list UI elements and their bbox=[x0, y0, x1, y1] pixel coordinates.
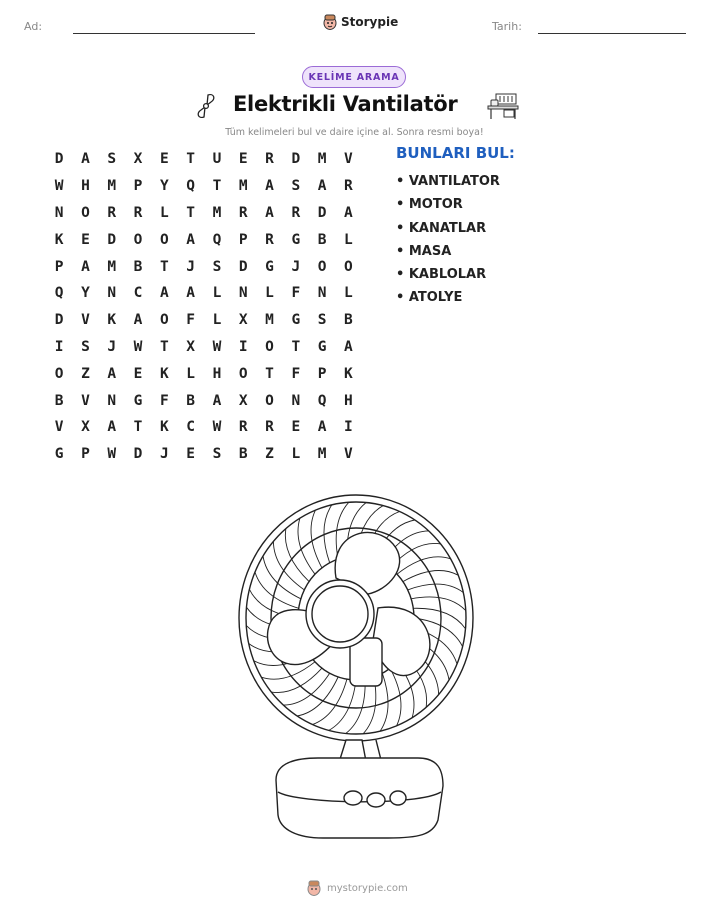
grid-letter[interactable]: R bbox=[265, 151, 274, 168]
grid-letter[interactable]: R bbox=[238, 204, 248, 221]
grid-letter[interactable]: R bbox=[265, 231, 274, 248]
grid-letter[interactable]: K bbox=[159, 365, 169, 382]
grid-letter[interactable]: Q bbox=[317, 392, 327, 409]
grid-letter[interactable]: A bbox=[107, 365, 117, 382]
grid-letter[interactable]: M bbox=[107, 178, 117, 195]
grid-letter[interactable]: E bbox=[133, 365, 143, 382]
grid-letter[interactable]: A bbox=[186, 285, 195, 302]
grid-letter[interactable]: T bbox=[186, 151, 195, 168]
grid-row bbox=[46, 307, 362, 334]
grid-row bbox=[46, 414, 362, 441]
grid-letter[interactable]: R bbox=[344, 178, 353, 195]
grid-letter[interactable]: P bbox=[54, 258, 64, 275]
grid-letter[interactable]: K bbox=[159, 419, 169, 436]
grid-letter[interactable]: V bbox=[344, 151, 353, 168]
grid-row bbox=[46, 253, 362, 280]
grid-letter[interactable]: P bbox=[81, 446, 90, 463]
grid-letter[interactable]: P bbox=[238, 231, 248, 248]
grid-letter[interactable]: K bbox=[54, 231, 64, 248]
grid-letter[interactable]: J bbox=[291, 258, 301, 275]
grid-letter[interactable]: O bbox=[133, 231, 143, 248]
grid-letter[interactable]: O bbox=[344, 258, 353, 275]
grid-letter[interactable]: M bbox=[238, 178, 248, 195]
brand bbox=[323, 14, 398, 30]
grid-letter[interactable]: N bbox=[54, 204, 64, 221]
workbench-icon bbox=[486, 92, 520, 120]
grid-letter[interactable]: G bbox=[54, 446, 64, 463]
grid-letter[interactable]: I bbox=[54, 338, 64, 355]
grid-letter[interactable]: T bbox=[186, 204, 195, 221]
grid-letter[interactable]: W bbox=[133, 338, 143, 355]
grid-letter[interactable]: W bbox=[212, 338, 222, 355]
grid-letter[interactable]: L bbox=[344, 231, 353, 248]
grid-letter[interactable]: E bbox=[238, 151, 248, 168]
grid-letter[interactable]: X bbox=[238, 312, 248, 329]
grid-letter[interactable]: P bbox=[133, 178, 143, 195]
category-badge: KELİME ARAMA bbox=[302, 66, 406, 88]
grid-letter[interactable]: D bbox=[107, 231, 117, 248]
grid-row bbox=[46, 387, 362, 414]
grid-letter[interactable]: M bbox=[317, 446, 327, 463]
grid-letter[interactable]: M bbox=[212, 204, 222, 221]
grid-letter[interactable]: L bbox=[291, 446, 301, 463]
grid-letter[interactable]: R bbox=[265, 419, 274, 436]
grid-letter[interactable]: T bbox=[133, 419, 143, 436]
grid-letter[interactable]: K bbox=[344, 365, 353, 382]
instructions: Tüm kelimeleri bul ve daire içine al. Sonra resmi boya! bbox=[225, 127, 484, 138]
grid-letter[interactable]: L bbox=[159, 204, 169, 221]
grid-letter[interactable]: M bbox=[107, 258, 117, 275]
grid-letter[interactable]: D bbox=[238, 258, 248, 275]
grid-letter[interactable]: A bbox=[344, 338, 353, 355]
grid-letter[interactable]: G bbox=[317, 338, 327, 355]
fan-blade-icon bbox=[194, 92, 218, 120]
grid-letter[interactable]: L bbox=[186, 365, 195, 382]
grid-letter[interactable]: J bbox=[186, 258, 195, 275]
grid-letter[interactable]: G bbox=[133, 392, 143, 409]
grid-letter[interactable]: S bbox=[291, 178, 301, 195]
grid-letter[interactable]: H bbox=[81, 178, 90, 195]
word-item: • MASA bbox=[396, 243, 452, 259]
grid-letter[interactable]: T bbox=[159, 338, 169, 355]
grid-letter[interactable]: T bbox=[159, 258, 169, 275]
grid-letter[interactable]: L bbox=[212, 285, 222, 302]
grid-letter[interactable]: O bbox=[159, 312, 169, 329]
grid-letter[interactable]: G bbox=[291, 312, 301, 329]
grid-row bbox=[46, 334, 362, 361]
word-item: • ATOLYE bbox=[396, 290, 463, 306]
grid-letter[interactable]: C bbox=[186, 419, 195, 436]
brand-name: Storypie bbox=[341, 15, 399, 29]
grid-letter[interactable]: E bbox=[159, 151, 169, 168]
grid-letter[interactable]: M bbox=[317, 151, 327, 168]
grid-letter[interactable]: V bbox=[54, 419, 64, 436]
grid-letter[interactable]: A bbox=[344, 204, 353, 221]
grid-letter[interactable]: O bbox=[265, 392, 274, 409]
grid-letter[interactable]: S bbox=[212, 258, 222, 275]
grid-letter[interactable]: Q bbox=[212, 231, 222, 248]
grid-letter[interactable]: I bbox=[344, 419, 353, 436]
grid-letter[interactable]: Y bbox=[81, 285, 90, 302]
grid-letter[interactable]: N bbox=[107, 285, 117, 302]
grid-letter[interactable]: T bbox=[291, 338, 301, 355]
grid-letter[interactable]: W bbox=[212, 419, 222, 436]
grid-letter[interactable]: K bbox=[107, 312, 117, 329]
grid-letter[interactable]: W bbox=[54, 178, 64, 195]
storypie-logo-icon bbox=[323, 14, 337, 30]
grid-letter[interactable]: A bbox=[81, 151, 90, 168]
grid-letter[interactable]: X bbox=[81, 419, 90, 436]
grid-letter[interactable]: Z bbox=[265, 446, 274, 463]
footer-url[interactable]: mystorypie.com bbox=[327, 882, 408, 894]
grid-letter[interactable]: R bbox=[291, 204, 301, 221]
grid-letter[interactable]: O bbox=[317, 258, 327, 275]
grid-letter[interactable]: A bbox=[212, 392, 222, 409]
grid-letter[interactable]: E bbox=[186, 446, 195, 463]
grid-row bbox=[46, 226, 362, 253]
grid-letter[interactable]: Q bbox=[54, 285, 64, 302]
page-title: Elektrikli Vantilatör bbox=[233, 92, 458, 116]
grid-letter[interactable]: L bbox=[344, 285, 353, 302]
grid-letter[interactable]: V bbox=[81, 312, 90, 329]
word-item: • KABLOLAR bbox=[396, 267, 487, 283]
grid-letter[interactable]: F bbox=[291, 285, 301, 302]
grid-letter[interactable]: B bbox=[186, 392, 195, 409]
grid-letter[interactable]: E bbox=[291, 419, 301, 436]
date-line[interactable] bbox=[538, 33, 686, 34]
footer bbox=[307, 880, 408, 896]
grid-letter[interactable]: X bbox=[133, 151, 143, 168]
name-label: Ad: bbox=[24, 20, 43, 33]
word-item: • VANTILATOR bbox=[396, 174, 500, 189]
grid-letter[interactable]: P bbox=[317, 365, 327, 382]
grid-letter[interactable]: B bbox=[54, 392, 64, 409]
grid-letter[interactable]: B bbox=[133, 258, 143, 275]
storypie-logo-icon bbox=[307, 880, 321, 896]
grid-letter[interactable]: A bbox=[81, 258, 90, 275]
grid-letter[interactable]: B bbox=[238, 446, 248, 463]
grid-letter[interactable]: T bbox=[265, 365, 274, 382]
grid-letter[interactable]: G bbox=[265, 258, 274, 275]
grid-letter[interactable]: F bbox=[159, 392, 169, 409]
title-row bbox=[0, 92, 709, 124]
grid-row bbox=[46, 146, 362, 173]
grid-letter[interactable]: O bbox=[159, 231, 169, 248]
grid-letter[interactable]: T bbox=[212, 178, 222, 195]
grid-letter[interactable]: W bbox=[107, 446, 117, 463]
grid-letter[interactable]: A bbox=[265, 178, 274, 195]
grid-letter[interactable]: A bbox=[265, 204, 274, 221]
letter-grid[interactable] bbox=[46, 146, 362, 468]
grid-letter[interactable]: D bbox=[317, 204, 327, 221]
grid-letter[interactable]: I bbox=[238, 338, 248, 355]
date-label: Tarih: bbox=[492, 20, 522, 33]
grid-row bbox=[46, 280, 362, 307]
grid-letter[interactable]: H bbox=[344, 392, 353, 409]
grid-letter[interactable]: J bbox=[107, 338, 117, 355]
grid-letter[interactable]: J bbox=[159, 446, 169, 463]
grid-letter[interactable]: D bbox=[54, 312, 64, 329]
grid-letter[interactable]: A bbox=[317, 178, 327, 195]
grid-letter[interactable]: A bbox=[317, 419, 327, 436]
grid-letter[interactable]: D bbox=[133, 446, 143, 463]
grid-letter[interactable]: S bbox=[212, 446, 222, 463]
word-list bbox=[396, 170, 500, 310]
grid-letter[interactable]: B bbox=[344, 312, 353, 329]
grid-letter[interactable]: A bbox=[133, 312, 143, 329]
grid-letter[interactable]: O bbox=[238, 365, 248, 382]
grid-letter[interactable]: O bbox=[265, 338, 274, 355]
grid-letter[interactable]: N bbox=[238, 285, 248, 302]
grid-letter[interactable]: B bbox=[317, 231, 327, 248]
word-list-title: BUNLARI BUL: bbox=[396, 144, 515, 162]
name-line[interactable] bbox=[73, 33, 255, 34]
grid-row bbox=[46, 360, 362, 387]
fan-illustration bbox=[228, 490, 478, 850]
grid-letter[interactable]: F bbox=[291, 365, 301, 382]
grid-letter[interactable]: D bbox=[54, 151, 64, 168]
grid-letter[interactable]: G bbox=[291, 231, 301, 248]
grid-letter[interactable]: R bbox=[107, 204, 117, 221]
grid-letter[interactable]: D bbox=[291, 151, 301, 168]
grid-letter[interactable]: C bbox=[133, 285, 143, 302]
grid-letter[interactable]: R bbox=[133, 204, 143, 221]
grid-letter[interactable]: A bbox=[186, 231, 195, 248]
grid-letter[interactable]: X bbox=[186, 338, 195, 355]
grid-letter[interactable]: M bbox=[265, 312, 274, 329]
grid-letter[interactable]: N bbox=[107, 392, 117, 409]
grid-row bbox=[46, 441, 362, 468]
grid-letter[interactable]: O bbox=[54, 365, 64, 382]
grid-letter[interactable]: R bbox=[238, 419, 248, 436]
grid-letter[interactable]: H bbox=[212, 365, 222, 382]
grid-row bbox=[46, 200, 362, 227]
grid-letter[interactable]: S bbox=[107, 151, 117, 168]
grid-letter[interactable]: Z bbox=[81, 365, 90, 382]
grid-letter[interactable]: S bbox=[81, 338, 90, 355]
grid-letter[interactable]: L bbox=[212, 312, 222, 329]
grid-letter[interactable]: U bbox=[212, 151, 222, 168]
grid-letter[interactable]: E bbox=[81, 231, 90, 248]
grid-letter[interactable]: A bbox=[107, 419, 117, 436]
word-item: • MOTOR bbox=[396, 197, 463, 213]
grid-letter[interactable]: V bbox=[344, 446, 353, 463]
grid-letter[interactable]: L bbox=[265, 285, 274, 302]
grid-letter[interactable]: F bbox=[186, 312, 195, 329]
grid-letter[interactable]: Q bbox=[186, 178, 195, 195]
grid-row bbox=[46, 173, 362, 200]
grid-letter[interactable]: A bbox=[159, 285, 169, 302]
grid-letter[interactable]: N bbox=[291, 392, 301, 409]
grid-letter[interactable]: Y bbox=[159, 178, 169, 195]
grid-letter[interactable]: V bbox=[81, 392, 90, 409]
grid-letter[interactable]: O bbox=[81, 204, 90, 221]
word-item: • KANATLAR bbox=[396, 220, 487, 236]
grid-letter[interactable]: X bbox=[238, 392, 248, 409]
grid-letter[interactable]: S bbox=[317, 312, 327, 329]
grid-letter[interactable]: N bbox=[317, 285, 327, 302]
